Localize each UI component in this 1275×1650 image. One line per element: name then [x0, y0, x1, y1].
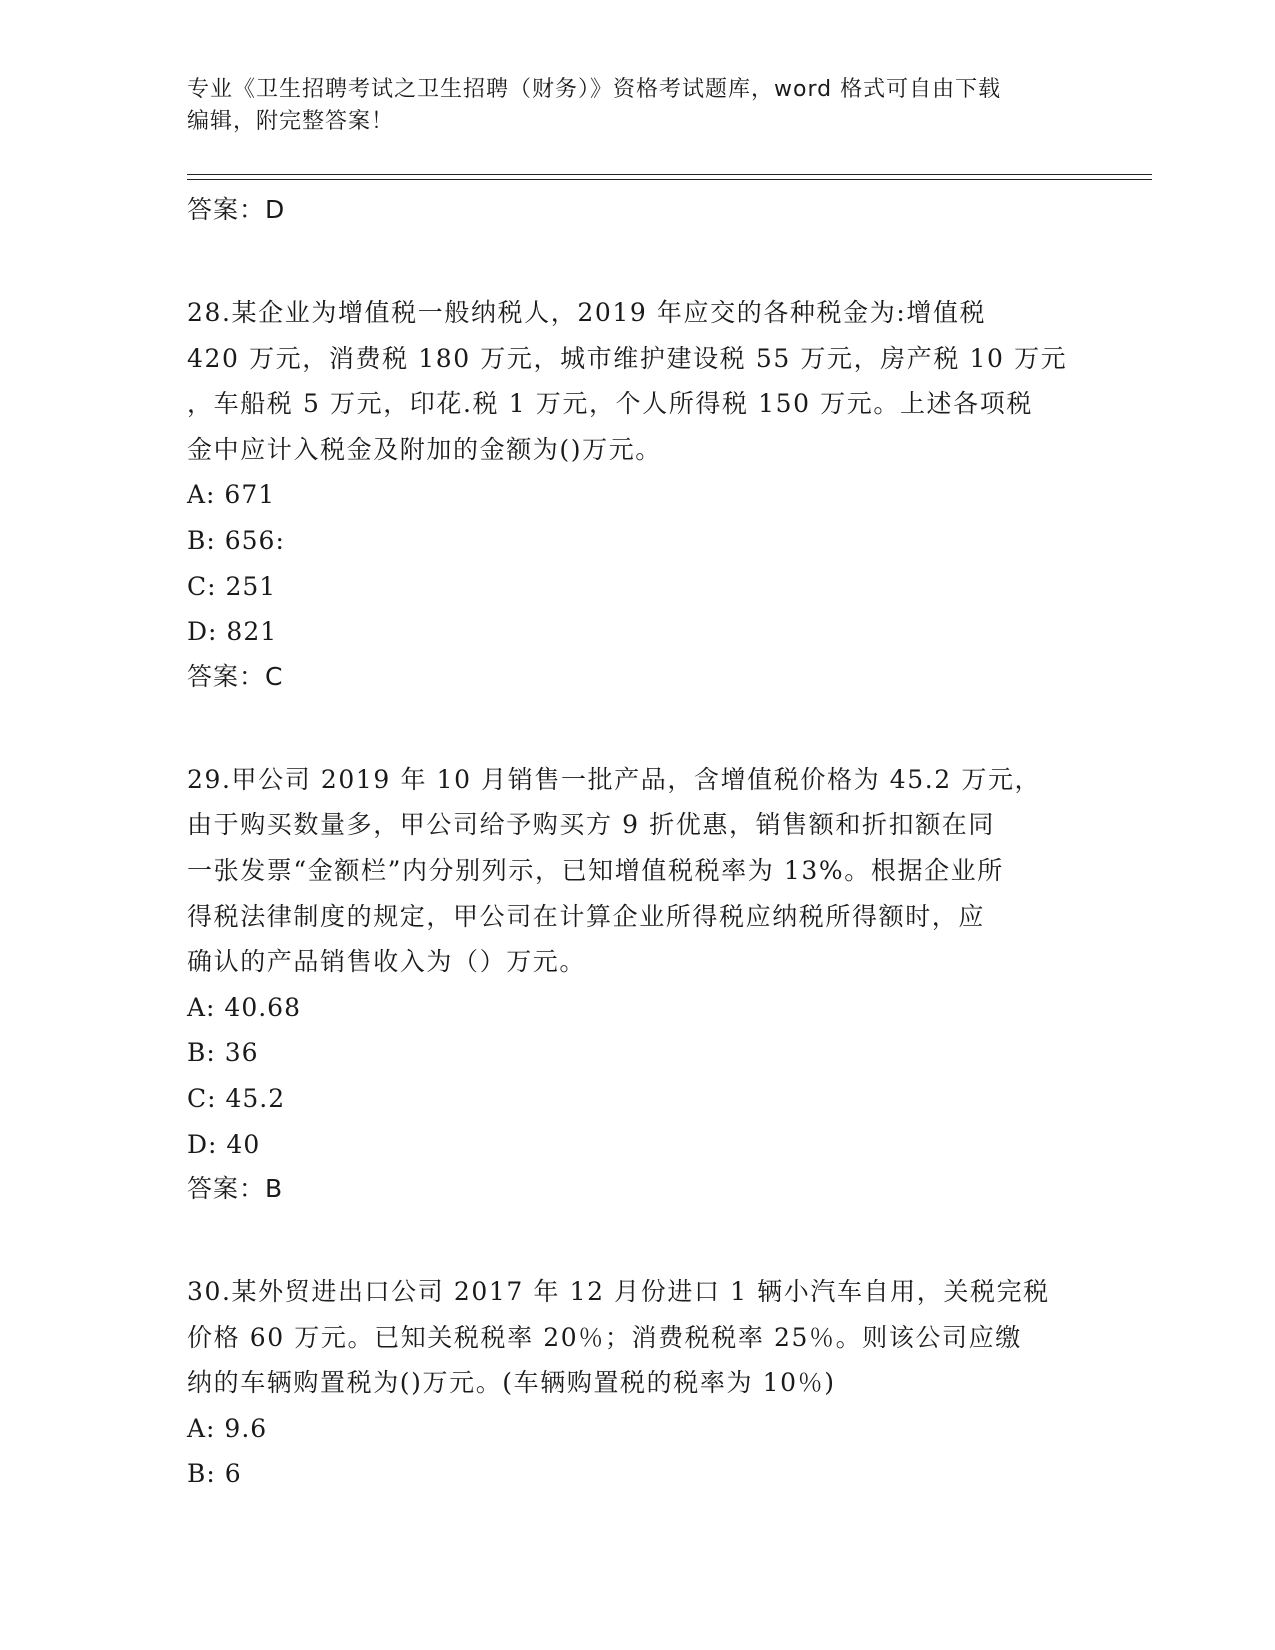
- question-line: 得税法律制度的规定，甲公司在计算企业所得税应纳税所得额时，应: [187, 901, 986, 931]
- question-text: [187, 757, 1087, 985]
- option-c: C: 251: [187, 571, 277, 601]
- question-line: 价格 60 万元。已知关税税率 20％；消费税税率 25％。则该公司应缴: [187, 1322, 1022, 1352]
- question-line: 30.某外贸进出口公司 2017 年 12 月份进口 1 辆小汽车自用，关税完税: [187, 1277, 1050, 1307]
- option-b: B: 36: [187, 1038, 259, 1068]
- header-rule: [187, 179, 1152, 180]
- option-d: D: 40: [187, 1129, 261, 1159]
- header-rule: [187, 174, 1152, 175]
- option-a: A: 40.68: [187, 992, 301, 1022]
- question-block: [187, 1269, 1087, 1497]
- answer-line: 答案：C: [187, 661, 284, 691]
- question-block: [187, 290, 1087, 699]
- question-block: [187, 757, 1087, 1211]
- question-line: 确认的产品销售收入为（）万元。: [187, 947, 587, 977]
- question-text: [187, 1269, 1087, 1406]
- question-line: 一张发票“金额栏”内分别列示，已知增值税税率为 13%。根据企业所: [187, 855, 1004, 885]
- question-line: ，车船税 5 万元，印花.税 1 万元，个人所得税 150 万元。上述各项税: [187, 389, 1033, 419]
- question-line: 420 万元，消费税 180 万元，城市维护建设税 55 万元，房产税 10 万元: [187, 343, 1068, 373]
- answer-line: 答案：D: [187, 195, 286, 224]
- option-b: B: 656:: [187, 525, 285, 555]
- question-line: 29.甲公司 2019 年 10 月销售一批产品，含增值税价格为 45.2 万元，: [187, 764, 1042, 794]
- question-line: 由于购买数量多，甲公司给予购买方 9 折优惠，销售额和折扣额在同: [187, 810, 996, 840]
- question-list: [187, 188, 1087, 1497]
- question-line: 28.某企业为增值税一般纳税人，2019 年应交的各种税金为:增值税: [187, 298, 987, 327]
- option-b: B: 6: [187, 1459, 242, 1489]
- option-a: A: 671: [187, 480, 276, 510]
- option-c: C: 45.2: [187, 1083, 286, 1113]
- header-line: 专业《卫生招聘考试之卫生招聘（财务）》资格考试题库，word 格式可自由下载: [187, 77, 1002, 102]
- option-d: D: 821: [187, 617, 278, 647]
- question-line: 金中应计入税金及附加的金额为()万元。: [187, 434, 662, 464]
- header-line: 编辑，附完整答案！: [187, 109, 395, 134]
- answer-line: 答案：B: [187, 1174, 284, 1204]
- question-text: [187, 290, 1087, 472]
- page-header: [187, 74, 1067, 138]
- question-line: 纳的车辆购置税为()万元。(车辆购置税的税率为 10％): [187, 1368, 836, 1398]
- option-a: A: 9.6: [187, 1413, 268, 1443]
